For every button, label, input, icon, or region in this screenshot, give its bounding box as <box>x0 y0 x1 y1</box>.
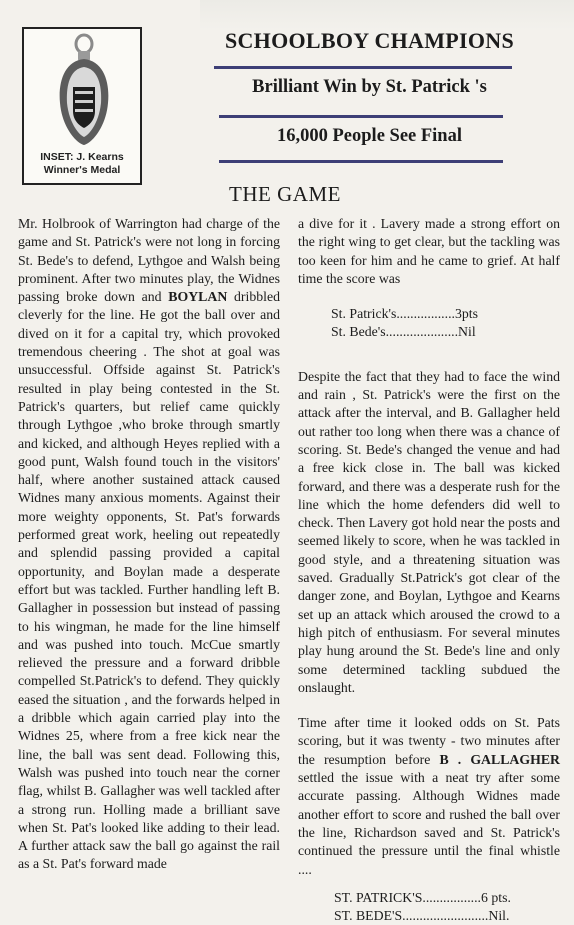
paragraph: a dive for it . Lavery made a strong effort on the right wing to get clear, but the tackling was too keen for him and he came to grief. At half time the score was <box>298 216 560 286</box>
score-line: ST. BEDE'S.........................Nil. <box>334 908 510 924</box>
half-time-score <box>331 305 560 342</box>
page-top-bleed <box>200 0 574 30</box>
final-score <box>334 889 560 925</box>
score-line: St. Patrick's.................3pts <box>331 306 478 322</box>
article-column-left <box>18 215 280 874</box>
section-heading: THE GAME <box>229 182 341 206</box>
headline-rule <box>214 66 512 69</box>
spacer <box>298 288 560 305</box>
inset-photo-box <box>22 27 142 185</box>
headline: SCHOOLBOY CHAMPIONS <box>224 28 515 53</box>
subheadline-rule-1 <box>219 115 503 118</box>
player-name-emphasis: BOYLAN <box>168 289 228 305</box>
paragraph <box>18 215 280 874</box>
score-line: ST. PATRICK'S.................6 pts. <box>334 889 511 905</box>
paragraph-text: Mr. Holbrook of Warrington had charge of the game and St. Patrick's were not long in forcing St. Bede's to defend, Lythgoe and Walsh being prominent. After two minutes play, the Widnes passing broke down and <box>18 216 280 305</box>
subheadline-2: 16,000 People See Final <box>277 126 462 146</box>
inset-caption-line1: INSET: J. Kearns <box>40 151 124 163</box>
spacer <box>298 697 560 714</box>
player-name-emphasis: B . GALLAGHER <box>439 751 561 767</box>
paragraph-text: dribbled cleverly for the line. He got the ball over and dived on it for a capital try, which provoked tremendous cheering . The shot at goal was unsuccessful. Offside against St. Patrick's resulted in play being contested in the St. Patrick's quarters, but relief came quickly through Lythgoe ,who broke through smartly and kicked, and although Heyes replied with a good punt, Walsh found touch in the visitors' half, where another sustained attack caused Widnes many anxious moments. Against their more weighty opponents, St. Pat's forwards performed great work, heeling out repeatedly and splendid passing provided a capital opportunity, and Boylan made a desperate effort but was tackled. Further handling left B. Gallagher in possession but instead of passing to his wingman, he made for the line himself and was pushed into touch. McCue smartly relieved the pressure and a forward dribble compelled St.Patrick's to defend. They quickly eased the situation , and the forwards helped in a dribble which again carried play into the Widnes 25, where from a free kick near the line, the ball was sent dead. Following this, Walsh was pushed into touch near the corner flag, whilst B. Gallagher was well tackled after a strong run. Holling made a brilliant save when St. Pat's looked like adding to their lead. A further attack saw the ball go against the rail as a St. Pat's forward made <box>18 289 280 872</box>
paragraph-text: Time after time it looked odds on St. Pats scoring, but it was twenty - two minutes after the resumption before <box>298 715 560 767</box>
paragraph <box>298 714 560 879</box>
medal-icon <box>54 31 114 149</box>
subheadline-1: Brilliant Win by St. Patrick 's <box>252 77 487 97</box>
score-line: St. Bede's.....................Nil <box>331 324 476 340</box>
inset-caption <box>24 151 140 177</box>
paragraph: Despite the fact that they had to face the wind and rain , St. Patrick's were the first on the attack after the interval, and B. Gallagher held out rather too long when there was a chance of scoring. St. Bede's changed the venue and had a free kick close in. The ball was kicked forward, and there was a desperate rush for the line which the home defenders did well to check. Then Lavery got hold near the posts and seemed likely to score, when he was tackled in good style, and a threatening situation was saved. Gradually St.Patrick's got clear of the danger zone, and Boylan, Lythgoe and Kearns set up an attack which aroused the crowd to a high pitch of enthusiasm. For several minutes play hung around the St. Bede's line and only some determined tackling subdued the onslaught. <box>298 368 560 695</box>
paragraph-text: settled the issue with a neat try after some accurate passing. Although Widnes made another effort to score and rushed the ball over the line, Richardson saved and St. Patrick's continued the pressure until the final whistle .... <box>298 770 560 877</box>
article-column-right <box>298 215 560 925</box>
subheadline-rule-2 <box>219 160 503 163</box>
spacer <box>298 342 560 368</box>
inset-caption-line2: Winner's Medal <box>43 164 121 176</box>
